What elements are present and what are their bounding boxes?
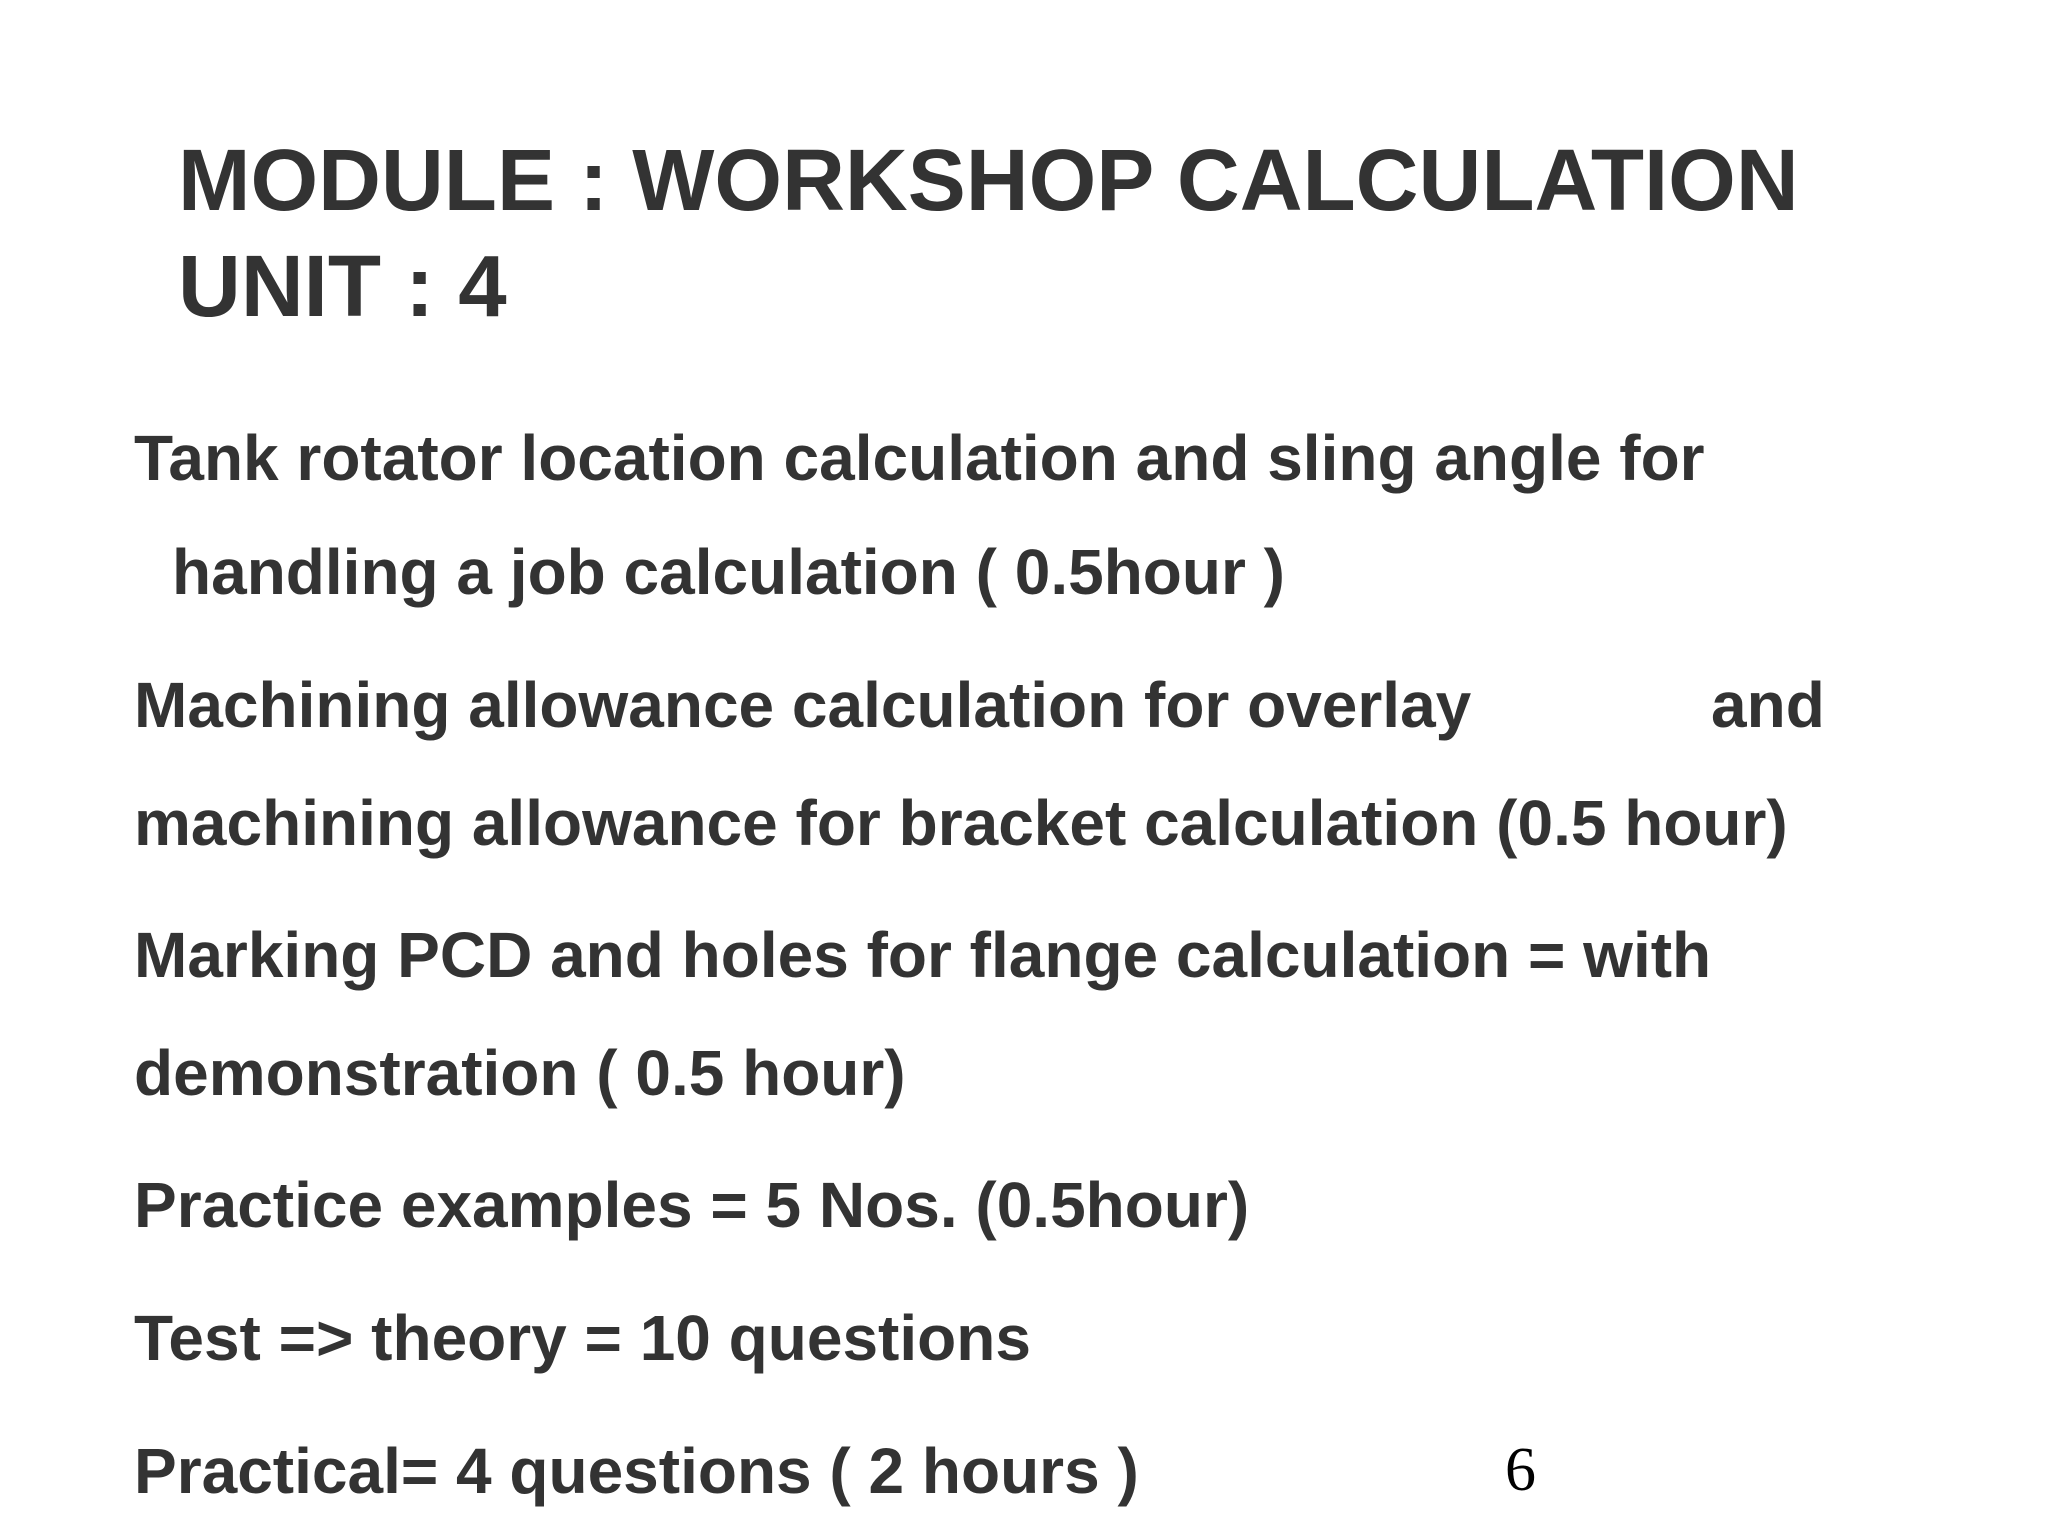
item-3-line-1: Marking PCD and holes for flange calculation = with xyxy=(134,919,1712,991)
item-2-line-2: machining allowance for bracket calculation (0.5 hour) xyxy=(134,787,1788,859)
item-6-line-1: Practical= 4 questions ( 2 hours ) xyxy=(134,1435,1139,1507)
item-5-line-1: Test => theory = 10 questions xyxy=(134,1302,1031,1374)
unit-title: UNIT : 4 xyxy=(178,238,507,335)
item-4-line-1: Practice examples = 5 Nos. (0.5hour) xyxy=(134,1169,1250,1241)
item-2-line-1-right: and xyxy=(1711,669,1825,741)
page-number: 6 xyxy=(1505,1436,1536,1504)
slide-title xyxy=(178,128,1998,340)
item-1-line-1: Tank rotator location calculation and sling angle for xyxy=(134,422,1705,494)
item-1-line-2: handling a job calculation ( 0.5hour ) xyxy=(172,536,1285,608)
module-title: MODULE : WORKSHOP CALCULATION xyxy=(178,132,1799,229)
item-3-line-2: demonstration ( 0.5 hour) xyxy=(134,1037,906,1109)
item-2-line-1-left: Machining allowance calculation for overlay xyxy=(134,669,1472,741)
